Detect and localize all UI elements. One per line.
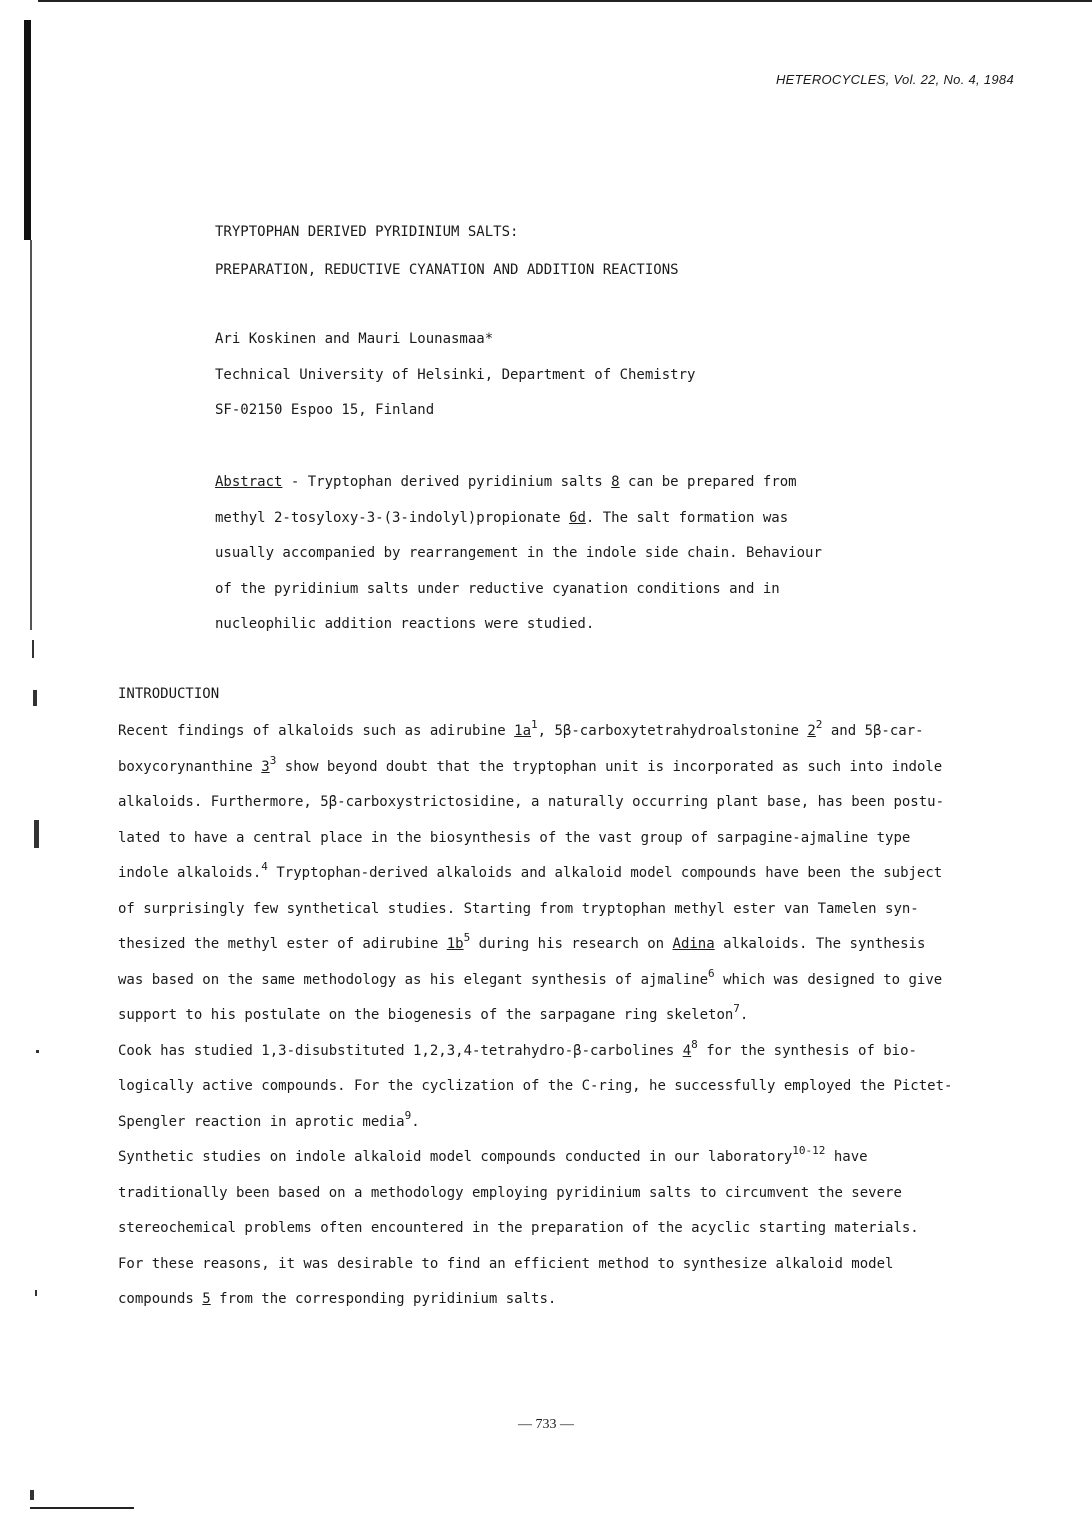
- genus-name: Adina: [672, 936, 715, 952]
- body-line: thesized the methyl ester of adirubine $1b^5$ during his research on Adina alkaloids. The synthesis: [118, 931, 926, 952]
- citation: 5: [463, 931, 471, 944]
- body-line: logically active compounds. For the cyclization of the C-ring, he successfully employed the Pictet-: [118, 1078, 953, 1094]
- body-line: traditionally been based on a methodology employing pyridinium salts to circumvent the severe: [118, 1184, 902, 1201]
- body-line: of surprisingly few synthetical studies. Starting from tryptophan methyl ester van Tamelen syn-: [118, 900, 919, 917]
- compound-ref: 3: [261, 758, 270, 775]
- body-line: For these reasons, it was desirable to find an efficient method to synthesize alkaloid model: [118, 1255, 894, 1272]
- abstract-line: methyl 2-tosyloxy-3-(3-indolyl)propionate 6d. The salt formation was: [215, 509, 789, 526]
- abstract-line: nucleophilic addition reactions were studied.: [215, 616, 595, 632]
- bottom-rule: [30, 1507, 134, 1509]
- body-line: stereochemical problems often encountered in the preparation of the acyclic starting materials.: [118, 1220, 919, 1236]
- compound-ref: 2: [807, 723, 816, 739]
- article-title: [215, 213, 679, 289]
- body-line: was based on the same methodology as his elegant synthesis of ajmaline$^6$ which was designed to give: [118, 966, 943, 988]
- citation: 8: [691, 1037, 698, 1051]
- scan-speck: [32, 640, 34, 658]
- body-line: indole alkaloids.$^4$ Tryptophan-derived alkaloids and alkaloid model compounds have been the subject: [118, 860, 943, 881]
- citation: 1: [531, 718, 538, 731]
- abstract-line: usually accompanied by rearrangement in the indole side chain. Behaviour: [215, 545, 822, 561]
- body-line: lated to have a central place in the biosynthesis of the vast group of sarpagine-ajmaline type: [118, 829, 911, 846]
- scan-edge-line: [30, 240, 32, 630]
- scan-speck: [34, 820, 39, 848]
- scan-speck: [30, 1490, 34, 1500]
- citation: 3: [269, 753, 277, 767]
- abstract-line: Abstract - Tryptophan derived pyridinium salts 8 can be prepared from: [215, 474, 797, 490]
- compound-ref: 6d: [569, 509, 586, 526]
- body-line: Recent findings of alkaloids such as adirubine $1a^1$, 5β-carboxytetrahydroalstonine $2^2$ and 5β-car-: [118, 718, 924, 739]
- compound-ref: 4: [682, 1042, 692, 1059]
- scan-speck: [35, 1290, 37, 1296]
- abstract-line: of the pyridinium salts under reductive cyanation conditions and in: [215, 580, 780, 597]
- introduction-body: [118, 714, 952, 1318]
- citation: 6: [708, 966, 715, 980]
- abstract: [215, 465, 822, 643]
- compound-ref: 1a: [514, 723, 532, 739]
- body-line: alkaloids. Furthermore, 5β-carboxystrictosidine, a naturally occurring plant base, has been postu-: [118, 794, 945, 810]
- citation: 9: [404, 1108, 412, 1122]
- page-number: — 733 —: [518, 1417, 574, 1432]
- abstract-label: Abstract: [215, 474, 283, 490]
- author-block: [215, 322, 695, 429]
- title-line-2: PREPARATION, REDUCTIVE CYANATION AND ADDITION REACTIONS: [215, 262, 679, 278]
- compound-ref: 5: [202, 1291, 211, 1307]
- body-line: support to his postulate on the biogenesis of the sarpagane ring skeleton$^7$.: [118, 1002, 749, 1023]
- citation: 7: [733, 1002, 740, 1015]
- section-heading: INTRODUCTION: [118, 686, 220, 702]
- journal-header: HETEROCYCLES, Vol. 22, No. 4, 1984: [775, 72, 1014, 87]
- citation: 10-12: [792, 1144, 826, 1157]
- citation: 2: [815, 718, 823, 731]
- body-line: compounds 5 from the corresponding pyridinium salts.: [118, 1291, 557, 1307]
- author-address: SF-02150 Espoo 15, Finland: [215, 402, 435, 418]
- compound-ref: 8: [611, 474, 620, 490]
- title-line-1: TRYPTOPHAN DERIVED PYRIDINIUM SALTS:: [215, 224, 519, 240]
- scan-speck: [36, 1050, 39, 1053]
- body-line: Cook has studied 1,3-disubstituted 1,2,3,4-tetrahydro-β-carbolines $4^8$ for the synthesis of bio-: [118, 1037, 917, 1059]
- author-names: Ari Koskinen and Mauri Lounasmaa*: [215, 331, 494, 347]
- compound-ref: 1b: [446, 936, 464, 952]
- scan-edge-mark: [24, 20, 31, 240]
- scan-speck: [33, 690, 37, 706]
- body-line: Synthetic studies on indole alkaloid model compounds conducted in our laboratory$^{10-12}$ have: [118, 1144, 868, 1165]
- author-affiliation: Technical University of Helsinki, Department of Chemistry: [215, 366, 696, 383]
- body-line: Spengler reaction in aprotic media$^9$.: [118, 1108, 420, 1130]
- body-line: boxycorynanthine $3^3$ show beyond doubt that the tryptophan unit is incorporated as such into indole: [118, 753, 943, 775]
- citation: 4: [261, 860, 268, 873]
- top-rule: [38, 0, 1092, 2]
